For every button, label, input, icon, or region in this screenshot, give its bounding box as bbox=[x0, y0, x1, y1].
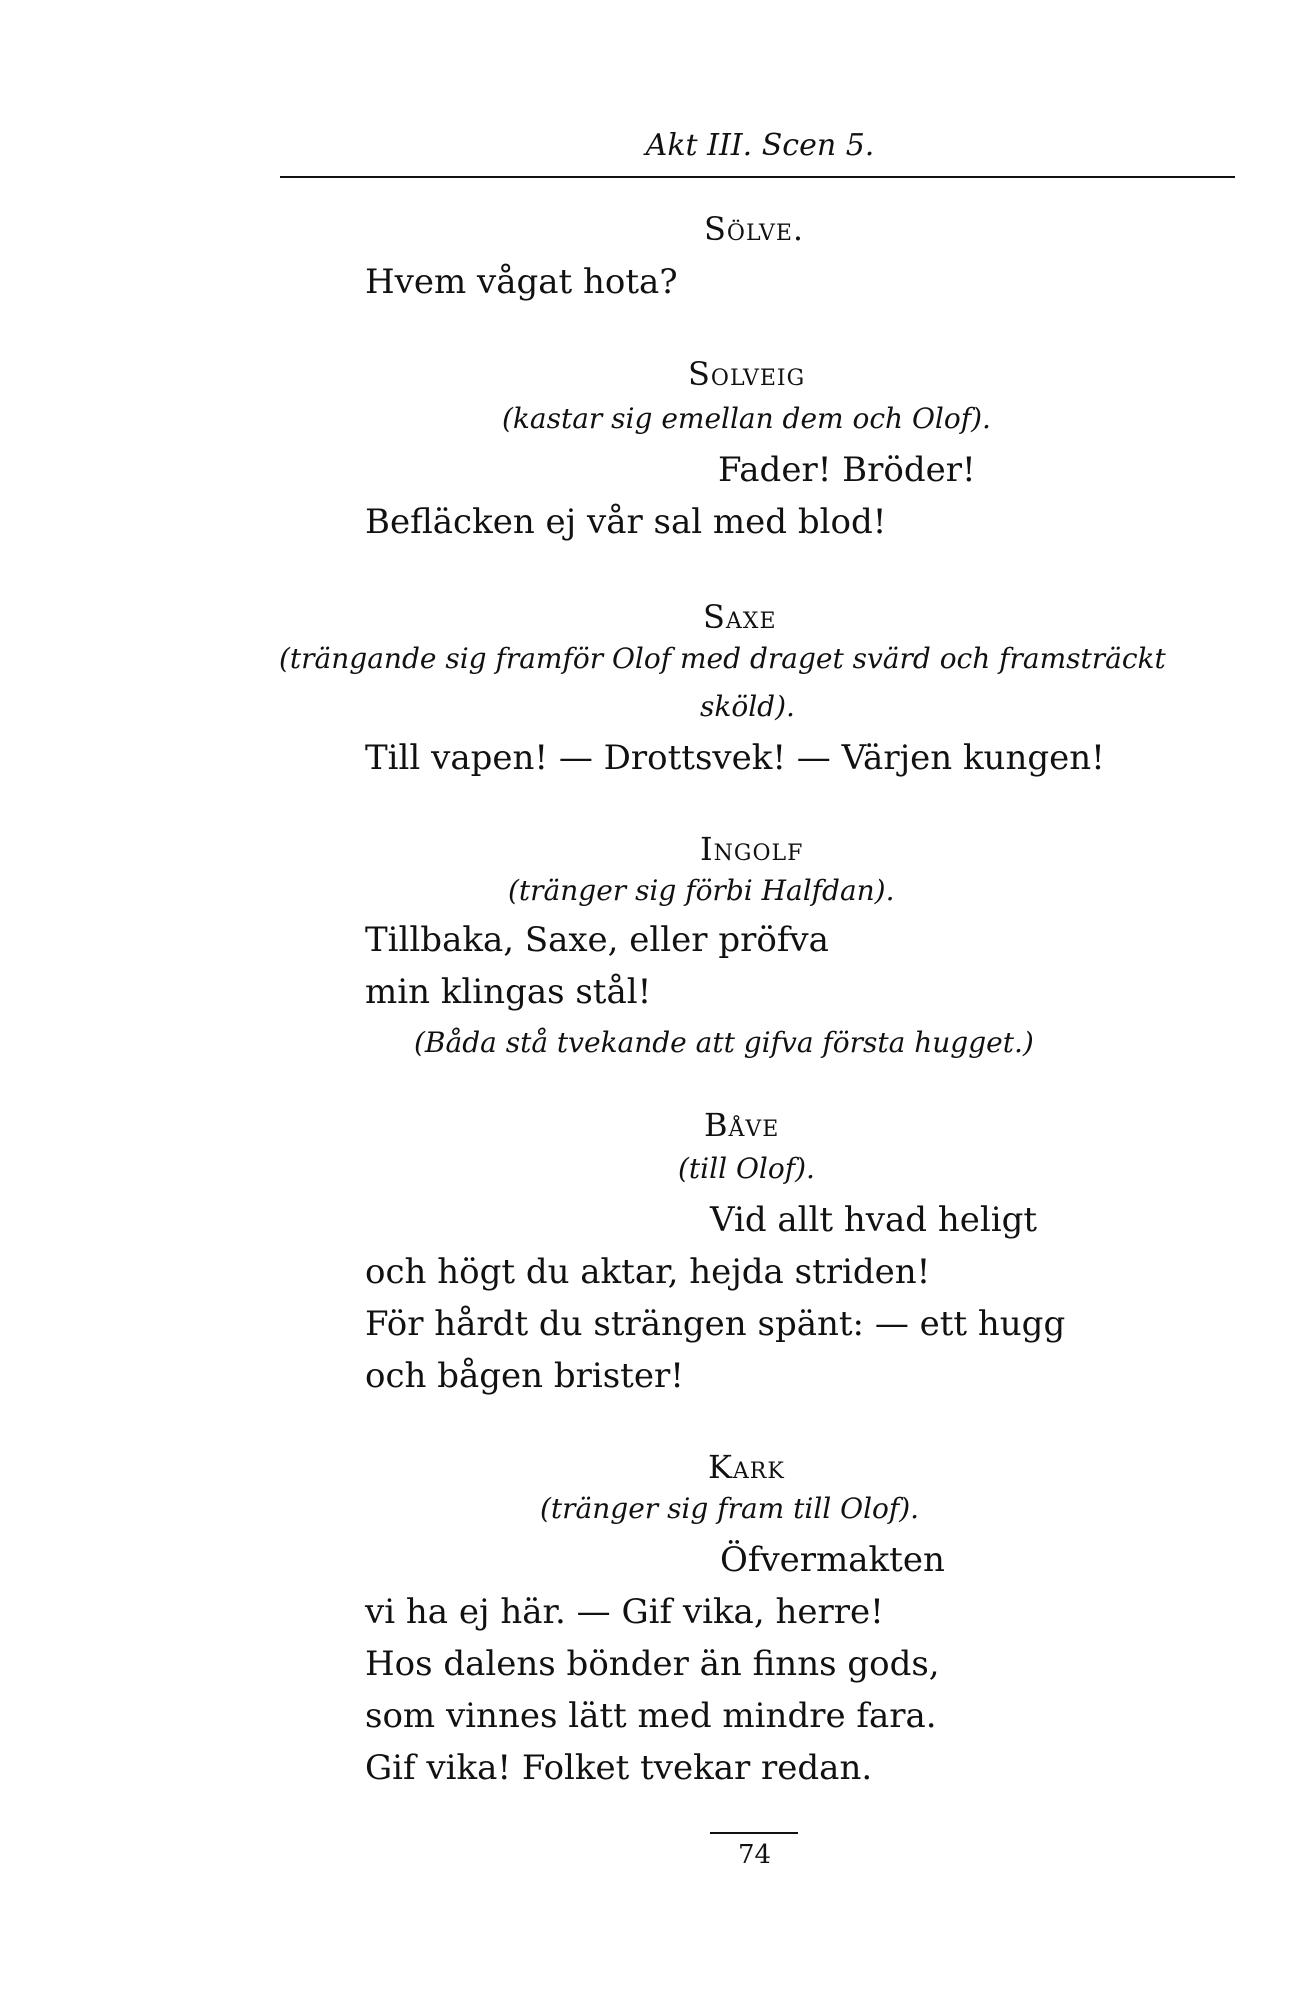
footer-rule bbox=[710, 1832, 798, 1834]
speaker-kark: Kark bbox=[708, 1448, 785, 1486]
page-number: 74 bbox=[738, 1840, 772, 1870]
stage-direction: (till Olof). bbox=[678, 1152, 815, 1185]
verse-line: och högt du aktar, hejda striden! bbox=[365, 1252, 931, 1292]
speaker-ingolf: Ingolf bbox=[700, 830, 804, 868]
stage-direction: sköld). bbox=[700, 690, 795, 723]
verse-line: min klingas stål! bbox=[365, 972, 652, 1012]
verse-line: Befläcken ej vår sal med blod! bbox=[365, 502, 887, 542]
speaker-saxe: Saxe bbox=[703, 598, 777, 636]
stage-direction: (kastar sig emellan dem och Olof). bbox=[502, 402, 991, 435]
verse-line: För hårdt du strängen spänt: — ett hugg bbox=[365, 1304, 1066, 1344]
verse-line: Tillbaka, Saxe, eller pröfva bbox=[365, 920, 829, 960]
stage-direction: (trängande sig framför Olof med draget svärd och framsträckt bbox=[279, 642, 1166, 675]
speaker-solve: Sölve. bbox=[704, 210, 805, 248]
speaker-bave: Båve bbox=[704, 1106, 780, 1144]
stage-direction: (tränger sig förbi Halfdan). bbox=[508, 874, 895, 907]
verse-line: Hos dalens bönder än finns gods, bbox=[365, 1644, 940, 1684]
stage-direction: (tränger sig fram till Olof). bbox=[540, 1492, 920, 1525]
verse-line: Vid allt hvad heligt bbox=[710, 1200, 1038, 1240]
speaker-solveig: Solveig bbox=[688, 355, 806, 393]
stage-direction: (Båda stå tvekande att gifva första hugget.) bbox=[414, 1026, 1034, 1059]
verse-line: Öfvermakten bbox=[720, 1540, 945, 1580]
verse-line: Gif vika! Folket tvekar redan. bbox=[365, 1748, 873, 1788]
verse-line: som vinnes lätt med mindre fara. bbox=[365, 1696, 937, 1736]
verse-line: och bågen brister! bbox=[365, 1356, 684, 1396]
header-rule bbox=[280, 176, 1235, 178]
verse-line: Till vapen! — Drottsvek! — Värjen kungen! bbox=[365, 738, 1105, 778]
verse-line: Fader! Bröder! bbox=[718, 450, 976, 490]
verse-line: vi ha ej här. — Gif vika, herre! bbox=[365, 1592, 884, 1632]
running-header: Akt III. Scen 5. bbox=[645, 128, 875, 163]
verse-line: Hvem vågat hota? bbox=[365, 262, 678, 302]
